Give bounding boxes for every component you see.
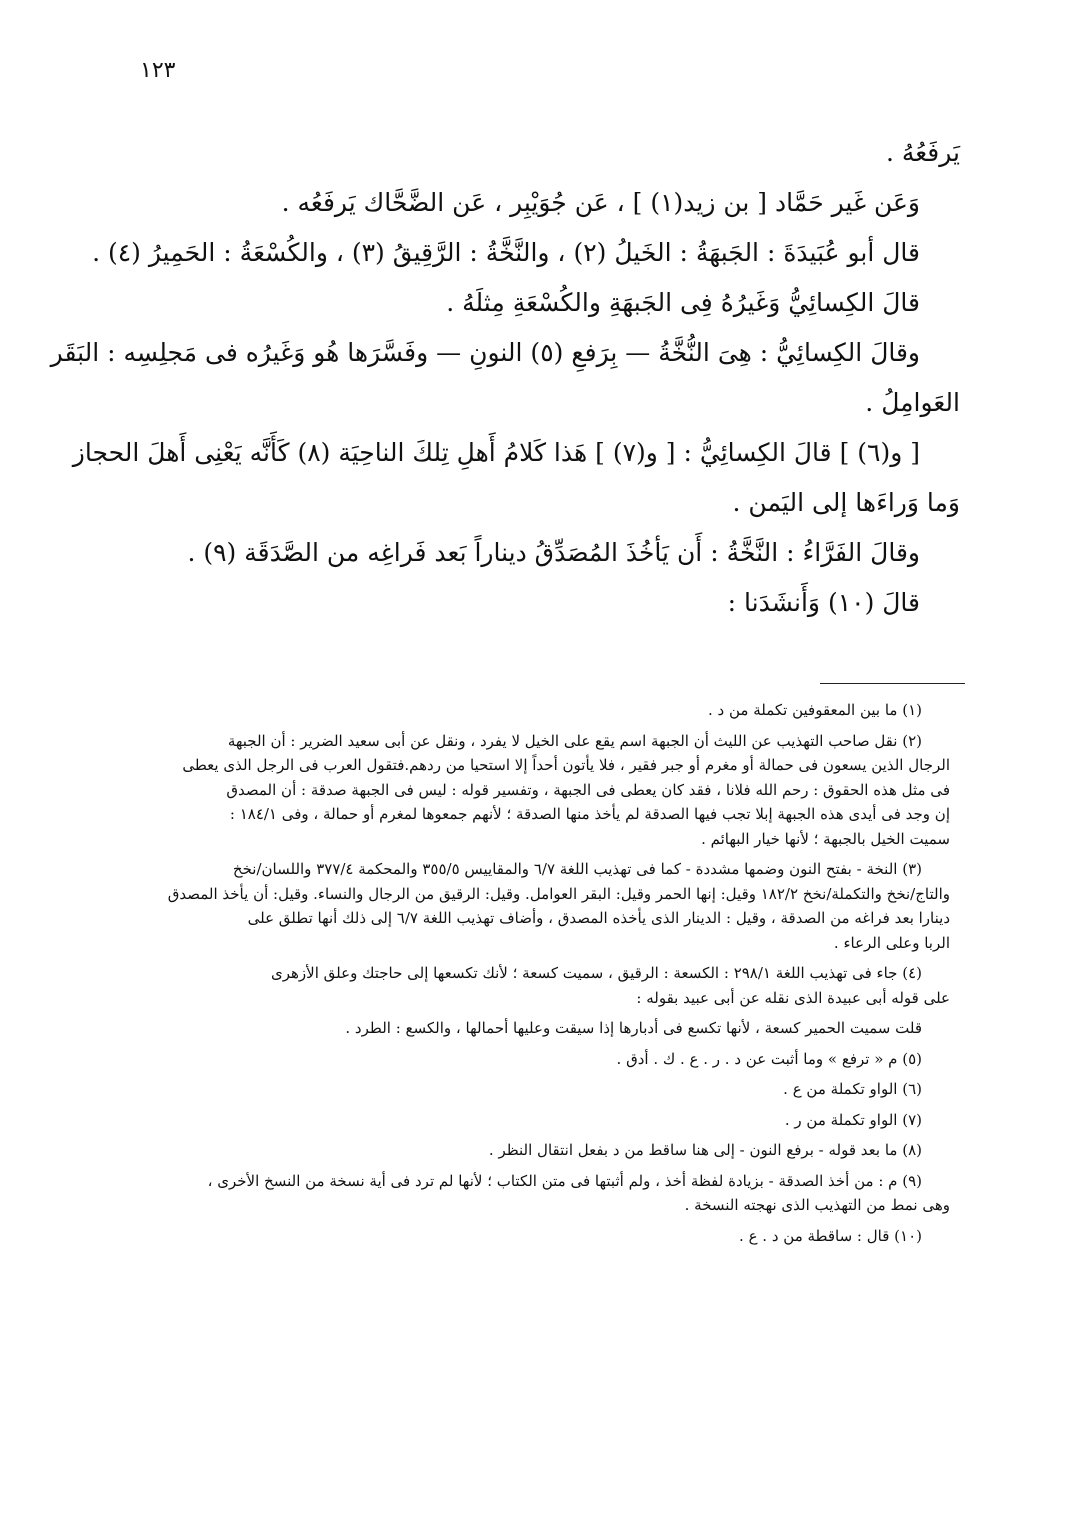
footnote-line: إن وجد فى أيدى هذه الجبهة إبلا تجب فيها الصدقة لم يأخذ منها الصدقة ؛ لأنهم جمعوها لمغرم أو حمالة ، وفى ١٨٤/١ : — [229, 805, 950, 823]
footnote-line: (٤) جاء فى تهذيب اللغة ٢٩٨/١ : الكسعة : الرقيق ، سميت كسعة ؛ لأنك تكسعها إلى حاجتك وعلق الأزهرى — [271, 964, 922, 982]
footnote-line: (١) ما بين المعقوفين تكملة من د . — [707, 701, 922, 719]
main-text-line: وقالَ الكِسائِيُّ : هِىَ النُّخَّةُ — بِرَفعِ (٥) النونِ — وفَسَّرَها هُو وَغَيرُه فى مَجلِسِه : البَقَر — [50, 338, 920, 367]
footnote-divider — [820, 683, 965, 684]
main-text-body — [50, 128, 960, 628]
footnote-line: قلت سميت الحمير كسعة ، لأنها تكسع فى أدبارها إذا سيقت وعليها أحمالها ، والكسع : الطرد . — [345, 1019, 922, 1037]
footnotes-section — [110, 698, 950, 1248]
footnote-line: (٨) ما بعد قوله - برفع النون - إلى هنا ساقط من د بفعل انتقال النظر . — [488, 1141, 922, 1159]
main-text-line: قالَ (١٠) وَأَنشَدَنا : — [727, 588, 920, 617]
footnote-line: (٩) م : من أخذ الصدقة - بزيادة لفظة أخذ ، ولم أثبتها فى متن الكتاب ؛ لأنها لم ترد فى أية نسخة من النسخ الأخرى ، — [207, 1171, 922, 1190]
footnote-line: (١٠) قال : ساقطة من د . ع . — [739, 1226, 922, 1245]
footnote-line: سميت الخيل بالجبهة ؛ لأنها خيار البهائم . — [701, 829, 950, 848]
footnote-line: دينارا بعد فراغه من الصدقة ، وقيل : الدينار الذى يأخذه المصدق ، وأضاف تهذيب اللغة ٦/٧ إلى ذلك أنها تطلق على — [247, 909, 950, 927]
footnote-line: (٦) الواو تكملة من ع . — [783, 1080, 922, 1098]
footnote-line: على قوله أبى عبيدة الذى نقله عن أبى عبيد بقوله : — [636, 988, 950, 1007]
footnote-line: (٢) نقل صاحب التهذيب عن الليث أن الجبهة اسم يقع على الخيل لا يفرد ، ونقل عن أبى سعيد الضرير : أن الجبهة — [227, 731, 922, 750]
page-number: ١٢٣ — [140, 58, 176, 83]
main-text-line: وَعَن غَير حَمَّاد [ بن زيد(١) ] ، عَن جُوَيْبِر ، عَن الضَّحَّاك يَرفَعُه . — [281, 188, 920, 217]
footnote-line: الرجال الذين يسعون فى حمالة أو مغرم أو جبر فقير ، فلا يأتون أحداً إلا استحيا من ردهم.فتقول العرب فى الرجل الذى يعطى — [182, 756, 950, 774]
footnote-line: فى مثل هذه الحقوق : رحم الله فلانا ، فقد كان يعطى فى الجبهة ، وتفسير قوله : ليس فى الجبهة صدقة : أن المصدق — [226, 780, 950, 799]
main-text-line: يَرفَعُهُ . — [885, 138, 960, 167]
footnote-line: والتاج/نخخ والتكملة/نخخ ١٨٢/٢ وقيل: إنها الحمر وقيل: البقر العوامل. وقيل: الرقيق من الرجال والنساء. وقيل: أن يأخذ المصدق — [167, 884, 950, 903]
main-text-line: وَما وَراءَها إلى اليَمن . — [732, 488, 960, 517]
main-text-line: قالَ الكِسائِيُّ وَغَيرُهُ فِى الجَبهَةِ والكُسْعَةِ مِثلَهُ . — [446, 288, 920, 317]
footnote-line: الربا وعلى الرعاء . — [833, 933, 950, 952]
footnote-line: (٧) الواو تكملة من ر . — [784, 1110, 922, 1129]
main-text-line: قال أبو عُبَيدَةَ : الجَبهَةُ : الخَيلُ (٢) ، والنَّخَّةُ : الرَّقِيقُ (٣) ، والكُسْعَةُ : الحَمِيرُ (٤) . — [92, 238, 920, 267]
footnote-line: (٣) النخة - بفتح النون وضمها مشددة - كما فى تهذيب اللغة ٦/٧ والمقاييس ٣٥٥/٥ والمحكمة ٣٧٧/٤ واللسان/نخخ — [232, 860, 922, 878]
main-text-line: [ و(٦) ] قالَ الكِسائِيُّ : [ و(٧) ] هَذا كَلامُ أَهلِ تِلكَ الناحِيَة (٨) كَأَنَّه يَعْنِى أَهلَ الحجاز — [72, 438, 920, 467]
footnote-line: (٥) م « ترفع » وما أثبت عن د . ر . ع . ك . أدق . — [616, 1049, 922, 1068]
main-text-line: العَوامِلُ . — [865, 388, 960, 417]
footnote-line: وهى نمط من التهذيب الذى نهجته النسخة . — [684, 1196, 950, 1214]
main-text-line: وقالَ الفَرَّاءُ : النَّخَّةُ : أَن يَأخُذَ المُصَدِّقُ ديناراً بَعد فَراغِه من الصَّدَقَة (٩) . — [187, 538, 920, 567]
